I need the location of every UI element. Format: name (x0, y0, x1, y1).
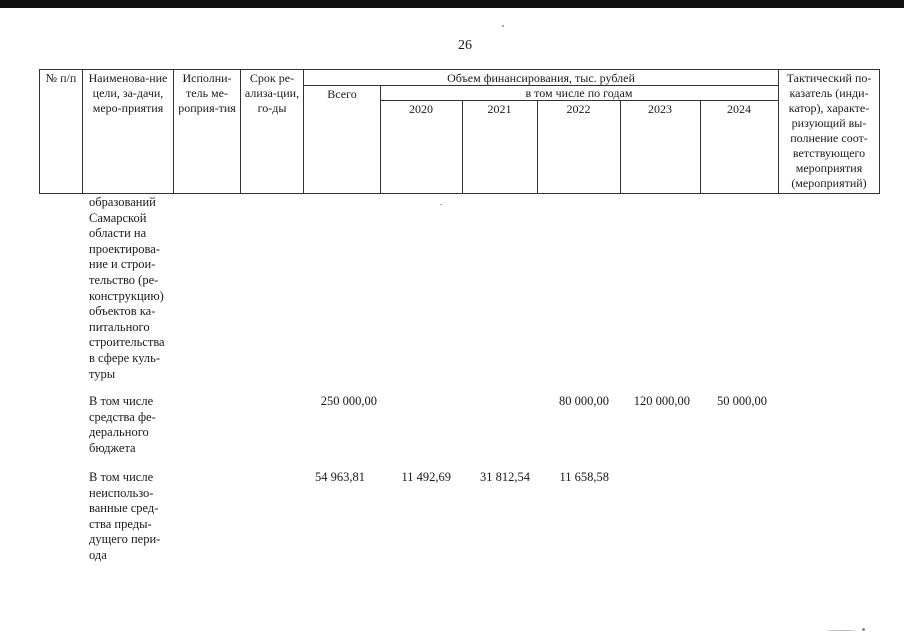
row-2-name: В том числе неиспользо- ванные сред- ства преды- дущего пери- ода (89, 470, 161, 562)
header-year-2020: 2020 (409, 102, 433, 116)
header-year-2024: 2024 (727, 102, 751, 116)
header-funding: Объем финансирования, тыс. рублей (447, 71, 635, 85)
header-indicator: Тактический по-казатель (инди-катор), характе-ризующий вы-полнение соот-ветствующего мероприятия (мероприятий) (786, 71, 872, 190)
header-name: Наименова-ние цели, за-дачи, меро-приятия (88, 71, 168, 115)
row-2-2020: 11 492,69 (401, 470, 451, 484)
header-year-2023: 2023 (648, 102, 672, 116)
header-total: Всего (327, 87, 357, 101)
scan-top-edge (0, 0, 904, 8)
row-2-2021: 31 812,54 (480, 470, 530, 484)
col-border-num (82, 69, 83, 194)
header-num: № п/п (45, 71, 77, 85)
header-term: Срок ре-ализа-ции, го-ды (244, 71, 300, 115)
col-border-term (303, 69, 304, 194)
row-1-2024: 50 000,00 (717, 394, 767, 408)
header-by-years: в том числе по годам (525, 86, 633, 100)
scan-speck (502, 25, 504, 27)
header-top-border (39, 69, 879, 70)
col-border-2024 (778, 69, 779, 194)
header-year-2021: 2021 (487, 102, 512, 116)
header-executor: Исполни-тель ме-роприя-тия (178, 71, 236, 115)
col-border-left (39, 69, 40, 194)
col-border-right (879, 69, 880, 194)
col-border-exec (240, 69, 241, 194)
header-year-2022: 2022 (566, 102, 591, 116)
row-1-name: В том числе средства фе- дерального бюджета (89, 394, 156, 455)
scan-speck (862, 628, 865, 631)
scan-speck (826, 630, 856, 631)
col-border-name (173, 69, 174, 194)
header-bottom-border (39, 193, 879, 194)
page-number: 26 (458, 38, 472, 53)
row-0-name: образований Самарской области на проектирова- ние и строи- тельство (ре- конструкцию) объектов ка- питального строительства в сфере куль- туры (89, 195, 165, 381)
row-1-2022: 80 000,00 (559, 394, 609, 408)
row-2-2022: 11 658,58 (559, 470, 609, 484)
row-1-total: 250 000,00 (320, 394, 377, 408)
row-2-total: 54 963,81 (315, 470, 365, 484)
row-1-2023: 120 000,00 (633, 394, 690, 408)
scan-speck (440, 204, 442, 205)
